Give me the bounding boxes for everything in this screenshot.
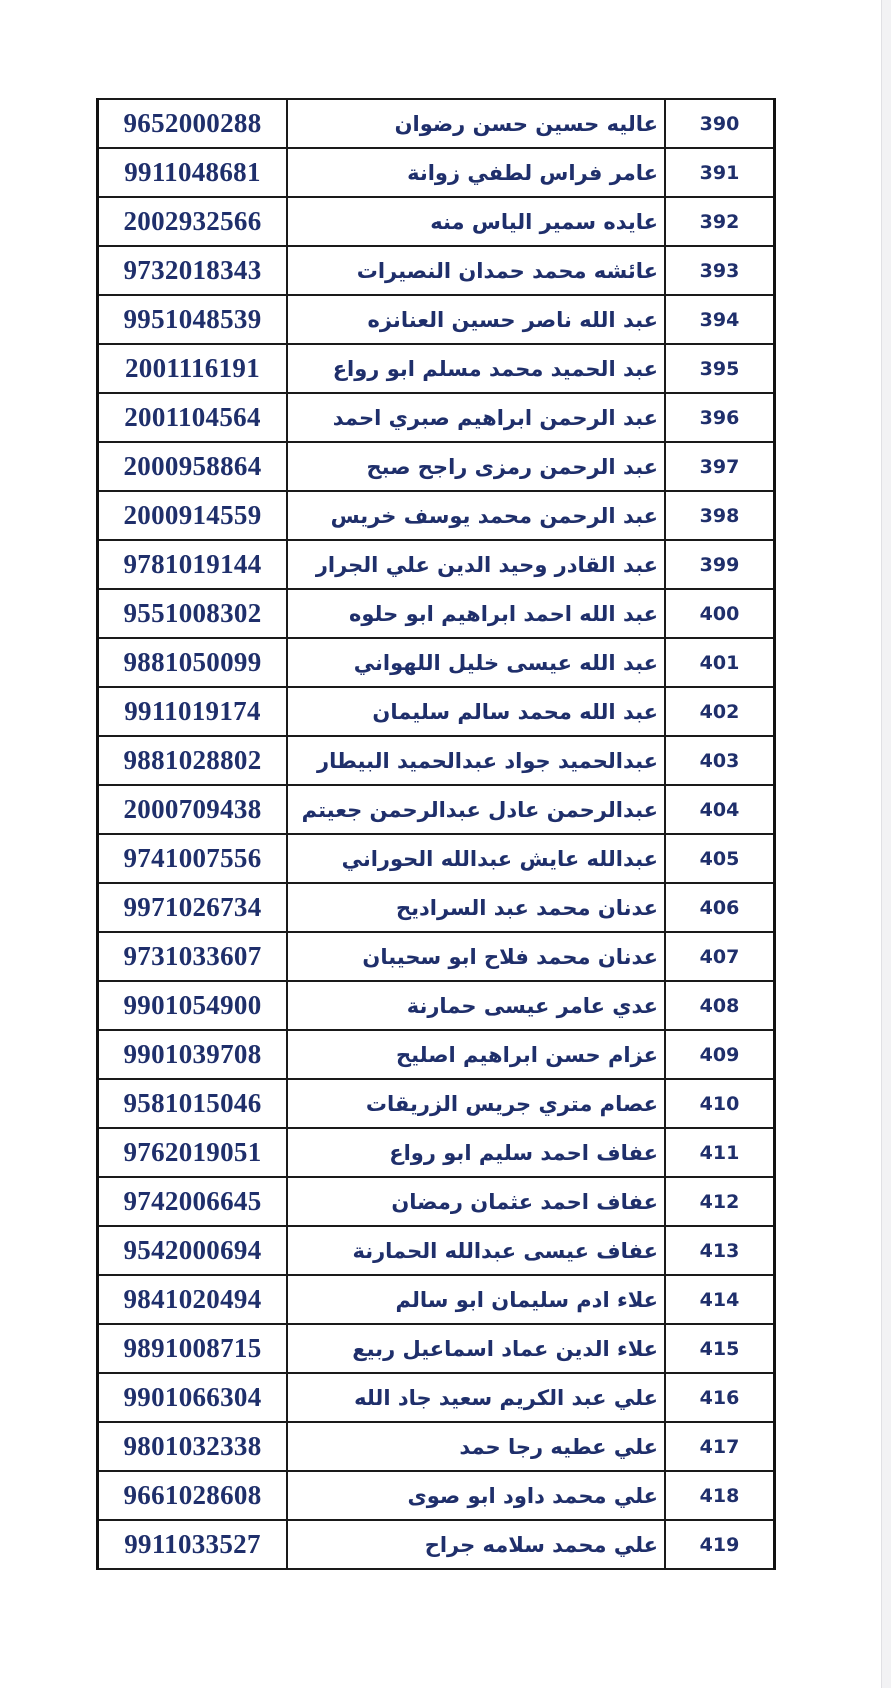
table-row <box>98 1520 775 1569</box>
national-id-cell: 9901066304 <box>98 1373 288 1422</box>
person-name-cell: عفاف احمد سليم ابو رواع <box>287 1128 665 1177</box>
serial-number-cell: 416 <box>665 1373 775 1422</box>
table-row <box>98 197 775 246</box>
person-name-cell: علاء الدين عماد اسماعيل ربيع <box>287 1324 665 1373</box>
serial-number-cell: 409 <box>665 1030 775 1079</box>
national-id-cell: 2001116191 <box>98 344 288 393</box>
person-name-cell: علي عطيه رجا حمد <box>287 1422 665 1471</box>
national-id-cell: 2000709438 <box>98 785 288 834</box>
person-name-cell: عايده سمير الياس منه <box>287 197 665 246</box>
table-row <box>98 1471 775 1520</box>
table-row <box>98 393 775 442</box>
serial-number-cell: 395 <box>665 344 775 393</box>
national-id-cell: 9652000288 <box>98 99 288 148</box>
table-row <box>98 1079 775 1128</box>
national-id-cell: 9901039708 <box>98 1030 288 1079</box>
serial-number-cell: 417 <box>665 1422 775 1471</box>
table-row <box>98 1373 775 1422</box>
national-id-cell: 9971026734 <box>98 883 288 932</box>
table-row <box>98 1422 775 1471</box>
person-name-cell: عبد الرحمن ابراهيم صبري احمد <box>287 393 665 442</box>
names-table-body <box>98 99 775 1569</box>
national-id-cell: 9551008302 <box>98 589 288 638</box>
serial-number-cell: 410 <box>665 1079 775 1128</box>
national-id-cell: 9911019174 <box>98 687 288 736</box>
table-row <box>98 1177 775 1226</box>
table-row <box>98 540 775 589</box>
person-name-cell: عدي عامر عيسى حمارنة <box>287 981 665 1030</box>
serial-number-cell: 412 <box>665 1177 775 1226</box>
serial-number-cell: 391 <box>665 148 775 197</box>
person-name-cell: علي محمد داود ابو صوى <box>287 1471 665 1520</box>
table-row <box>98 1128 775 1177</box>
table-row <box>98 687 775 736</box>
person-name-cell: عصام متري جريس الزريقات <box>287 1079 665 1128</box>
person-name-cell: عدنان محمد عبد السراديح <box>287 883 665 932</box>
person-name-cell: علي عبد الكريم سعيد جاد الله <box>287 1373 665 1422</box>
national-id-cell: 9762019051 <box>98 1128 288 1177</box>
serial-number-cell: 392 <box>665 197 775 246</box>
person-name-cell: علي محمد سلامه جراح <box>287 1520 665 1569</box>
national-id-cell: 2001104564 <box>98 393 288 442</box>
table-row <box>98 1030 775 1079</box>
table-row <box>98 148 775 197</box>
serial-number-cell: 402 <box>665 687 775 736</box>
national-id-cell: 9901054900 <box>98 981 288 1030</box>
names-table <box>96 98 776 1570</box>
person-name-cell: عبد الحميد محمد مسلم ابو رواع <box>287 344 665 393</box>
person-name-cell: عزام حسن ابراهيم اصليح <box>287 1030 665 1079</box>
national-id-cell: 9881050099 <box>98 638 288 687</box>
national-id-cell: 9542000694 <box>98 1226 288 1275</box>
table-row <box>98 246 775 295</box>
serial-number-cell: 400 <box>665 589 775 638</box>
person-name-cell: عبد الله ناصر حسين العنانزه <box>287 295 665 344</box>
national-id-cell: 9581015046 <box>98 1079 288 1128</box>
table-row <box>98 295 775 344</box>
national-id-cell: 9732018343 <box>98 246 288 295</box>
table-row <box>98 785 775 834</box>
national-id-cell: 9731033607 <box>98 932 288 981</box>
person-name-cell: عدنان محمد فلاح ابو سحيبان <box>287 932 665 981</box>
table-row <box>98 981 775 1030</box>
national-id-cell: 9742006645 <box>98 1177 288 1226</box>
person-name-cell: عبد الله محمد سالم سليمان <box>287 687 665 736</box>
table-row <box>98 344 775 393</box>
person-name-cell: عبدالحميد جواد عبدالحميد البيطار <box>287 736 665 785</box>
person-name-cell: عامر فراس لطفي زوانة <box>287 148 665 197</box>
table-row <box>98 1275 775 1324</box>
table-row <box>98 442 775 491</box>
national-id-cell: 2002932566 <box>98 197 288 246</box>
table-row <box>98 932 775 981</box>
table-row <box>98 1324 775 1373</box>
national-id-cell: 9951048539 <box>98 295 288 344</box>
person-name-cell: عفاف عيسى عبدالله الحمارنة <box>287 1226 665 1275</box>
serial-number-cell: 418 <box>665 1471 775 1520</box>
national-id-cell: 9911048681 <box>98 148 288 197</box>
national-id-cell: 9661028608 <box>98 1471 288 1520</box>
serial-number-cell: 403 <box>665 736 775 785</box>
document-sheet <box>96 98 764 1570</box>
serial-number-cell: 398 <box>665 491 775 540</box>
person-name-cell: عبدالله عايش عبدالله الحوراني <box>287 834 665 883</box>
serial-number-cell: 401 <box>665 638 775 687</box>
person-name-cell: عبد الله احمد ابراهيم ابو حلوه <box>287 589 665 638</box>
serial-number-cell: 406 <box>665 883 775 932</box>
serial-number-cell: 408 <box>665 981 775 1030</box>
national-id-cell: 9741007556 <box>98 834 288 883</box>
serial-number-cell: 390 <box>665 99 775 148</box>
table-row <box>98 491 775 540</box>
table-row <box>98 589 775 638</box>
person-name-cell: عبد الرحمن رمزى راجح صبح <box>287 442 665 491</box>
national-id-cell: 2000958864 <box>98 442 288 491</box>
serial-number-cell: 419 <box>665 1520 775 1569</box>
person-name-cell: علاء ادم سليمان ابو سالم <box>287 1275 665 1324</box>
national-id-cell: 9781019144 <box>98 540 288 589</box>
person-name-cell: عبد الرحمن محمد يوسف خريس <box>287 491 665 540</box>
serial-number-cell: 404 <box>665 785 775 834</box>
national-id-cell: 9801032338 <box>98 1422 288 1471</box>
serial-number-cell: 397 <box>665 442 775 491</box>
table-row <box>98 883 775 932</box>
person-name-cell: عائشه محمد حمدان النصيرات <box>287 246 665 295</box>
person-name-cell: عبد القادر وحيد الدين علي الجرار <box>287 540 665 589</box>
person-name-cell: عاليه حسين حسن رضوان <box>287 99 665 148</box>
national-id-cell: 9881028802 <box>98 736 288 785</box>
serial-number-cell: 407 <box>665 932 775 981</box>
national-id-cell: 9891008715 <box>98 1324 288 1373</box>
serial-number-cell: 411 <box>665 1128 775 1177</box>
page-right-edge <box>881 0 891 1688</box>
table-row <box>98 99 775 148</box>
national-id-cell: 9841020494 <box>98 1275 288 1324</box>
serial-number-cell: 405 <box>665 834 775 883</box>
national-id-cell: 2000914559 <box>98 491 288 540</box>
serial-number-cell: 393 <box>665 246 775 295</box>
person-name-cell: عبد الله عيسى خليل اللهواني <box>287 638 665 687</box>
person-name-cell: عفاف احمد عثمان رمضان <box>287 1177 665 1226</box>
serial-number-cell: 396 <box>665 393 775 442</box>
table-row <box>98 1226 775 1275</box>
serial-number-cell: 394 <box>665 295 775 344</box>
serial-number-cell: 399 <box>665 540 775 589</box>
serial-number-cell: 415 <box>665 1324 775 1373</box>
table-row <box>98 736 775 785</box>
serial-number-cell: 413 <box>665 1226 775 1275</box>
table-row <box>98 638 775 687</box>
national-id-cell: 9911033527 <box>98 1520 288 1569</box>
person-name-cell: عبدالرحمن عادل عبدالرحمن جعيتم <box>287 785 665 834</box>
serial-number-cell: 414 <box>665 1275 775 1324</box>
table-row <box>98 834 775 883</box>
